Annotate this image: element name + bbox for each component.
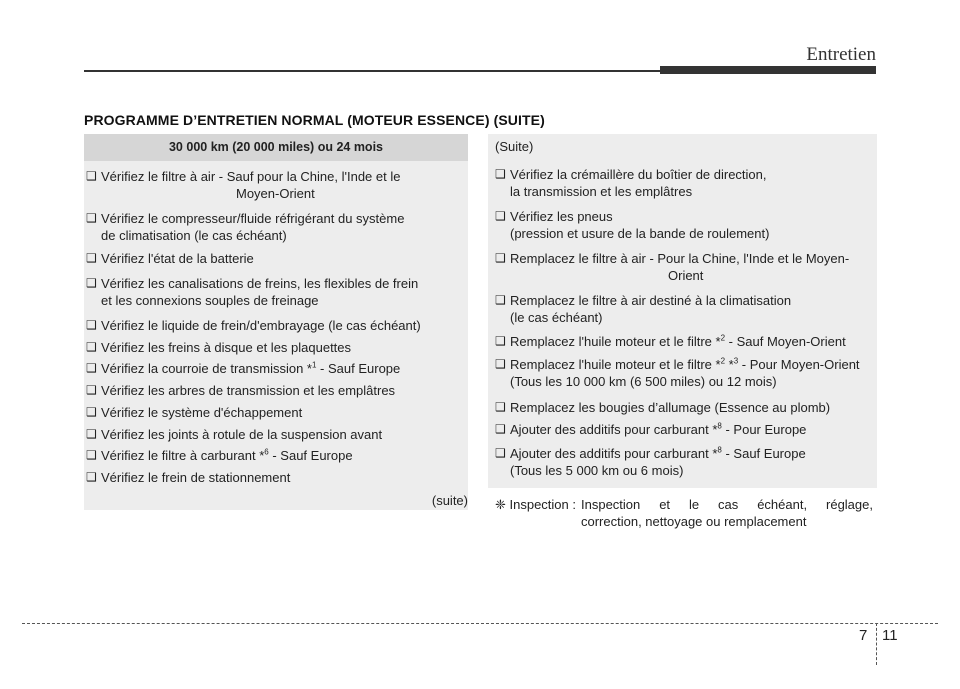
checkbox-icon: ❑ [86, 318, 97, 332]
checkbox-icon: ❑ [495, 209, 506, 223]
continued-header: (Suite) [495, 139, 534, 154]
checkbox-icon: ❑ [86, 361, 97, 375]
list-item: ❑ Vérifiez l'état de la batterie [86, 251, 254, 266]
checkbox-icon: ❑ [495, 400, 506, 414]
page-number: 11 [882, 627, 898, 644]
checkbox-icon: ❑ [495, 446, 506, 460]
list-item: ❑ Remplacez le filtre à air destiné à la climatisation (le cas échéant) [495, 293, 792, 325]
list-item: ❑ Vérifiez le filtre à air - Sauf pour la Chine, l'Inde et le Moyen-Orient [86, 169, 401, 201]
checkbox-icon: ❑ [495, 167, 506, 181]
checkbox-icon: ❑ [495, 293, 506, 307]
checkbox-icon: ❑ [495, 357, 506, 371]
checkbox-icon: ❑ [86, 169, 97, 183]
list-item: ❑ Vérifiez le compresseur/fluide réfrigérant du système de climatisation (le cas échéant) [86, 211, 405, 243]
list-item: ❑ Vérifiez les pneus (pression et usure de la bande de roulement) [495, 209, 770, 241]
list-item: ❑ Vérifiez le système d'échappement [86, 405, 303, 420]
list-item: ❑ Vérifiez le filtre à carburant *$^6$ - Sauf Europe [86, 447, 353, 463]
list-item: ❑ Vérifiez la crémaillère du boîtier de direction, la transmission et les emplâtres [495, 167, 767, 199]
list-item: ❑ Ajouter des additifs pour carburant *$^8$ - Sauf Europe (Tous les 5 000 km ou 6 mois) [495, 445, 806, 478]
footer-divider [876, 623, 877, 665]
checkbox-icon: ❑ [86, 383, 97, 397]
list-item: ❑ Vérifiez le liquide de frein/d'embrayage (le cas échéant) [86, 318, 421, 333]
list-item: ❑ Vérifiez les freins à disque et les plaquettes [86, 340, 352, 355]
list-item: ❑ Remplacez l'huile moteur et le filtre *$^2$ *$^3$ - Pour Moyen-Orient (Tous les 10 000 km (6 500 miles) ou 12 mois) [495, 356, 860, 389]
list-item: ❑ Remplacez l'huile moteur et le filtre *$^2$ - Sauf Moyen-Orient [495, 333, 846, 349]
checkbox-icon: ❑ [86, 470, 97, 484]
checkbox-icon: ❑ [86, 448, 97, 462]
list-item: ❑ Vérifiez la courroie de transmission *$^1$ - Sauf Europe [86, 360, 401, 376]
header-rule [84, 70, 660, 72]
inspection-text-cont: correction, nettoyage ou remplacement [581, 514, 807, 529]
checkbox-icon: ❑ [86, 251, 97, 265]
checkbox-icon: ❑ [86, 405, 97, 419]
list-item: ❑ Remplacez le filtre à air - Pour la Chine, l'Inde et le Moyen- Orient [495, 251, 850, 283]
list-item: ❑ Vérifiez les arbres de transmission et les emplâtres [86, 383, 396, 398]
checkbox-icon: ❑ [86, 340, 97, 354]
checkbox-icon: ❑ [495, 334, 506, 348]
checkbox-icon: ❑ [86, 211, 97, 225]
continued-note: (suite) [431, 493, 468, 508]
section-title: PROGRAMME D’ENTRETIEN NORMAL (MOTEUR ESSENCE) (SUITE) [84, 112, 545, 128]
checkbox-icon: ❑ [86, 276, 97, 290]
checkbox-icon: ❑ [495, 422, 506, 436]
list-item: ❑ Vérifiez le frein de stationnement [86, 470, 291, 485]
chapter-number: 7 [859, 627, 868, 644]
list-item: ❑ Vérifiez les canalisations de freins, les flexibles de frein et les connexions souples de freinage [86, 276, 419, 308]
checkbox-icon: ❑ [86, 427, 97, 441]
list-item: ❑ Ajouter des additifs pour carburant *$^8$ - Pour Europe [495, 421, 807, 437]
inspection-label: ❈ Inspection : [495, 497, 576, 512]
interval-heading: 30 000 km (20 000 miles) ou 24 mois [84, 134, 468, 161]
header-title: Entretien [806, 44, 876, 65]
footer-rule [22, 623, 938, 624]
list-item: ❑ Vérifiez les joints à rotule de la suspension avant [86, 427, 383, 442]
list-item: ❑ Remplacez les bougies d’allumage (Essence au plomb) [495, 400, 831, 415]
inspection-text: Inspection et le cas échéant, réglage, [581, 497, 873, 512]
checkbox-icon: ❑ [495, 251, 506, 265]
header-rule-thick [660, 66, 876, 74]
